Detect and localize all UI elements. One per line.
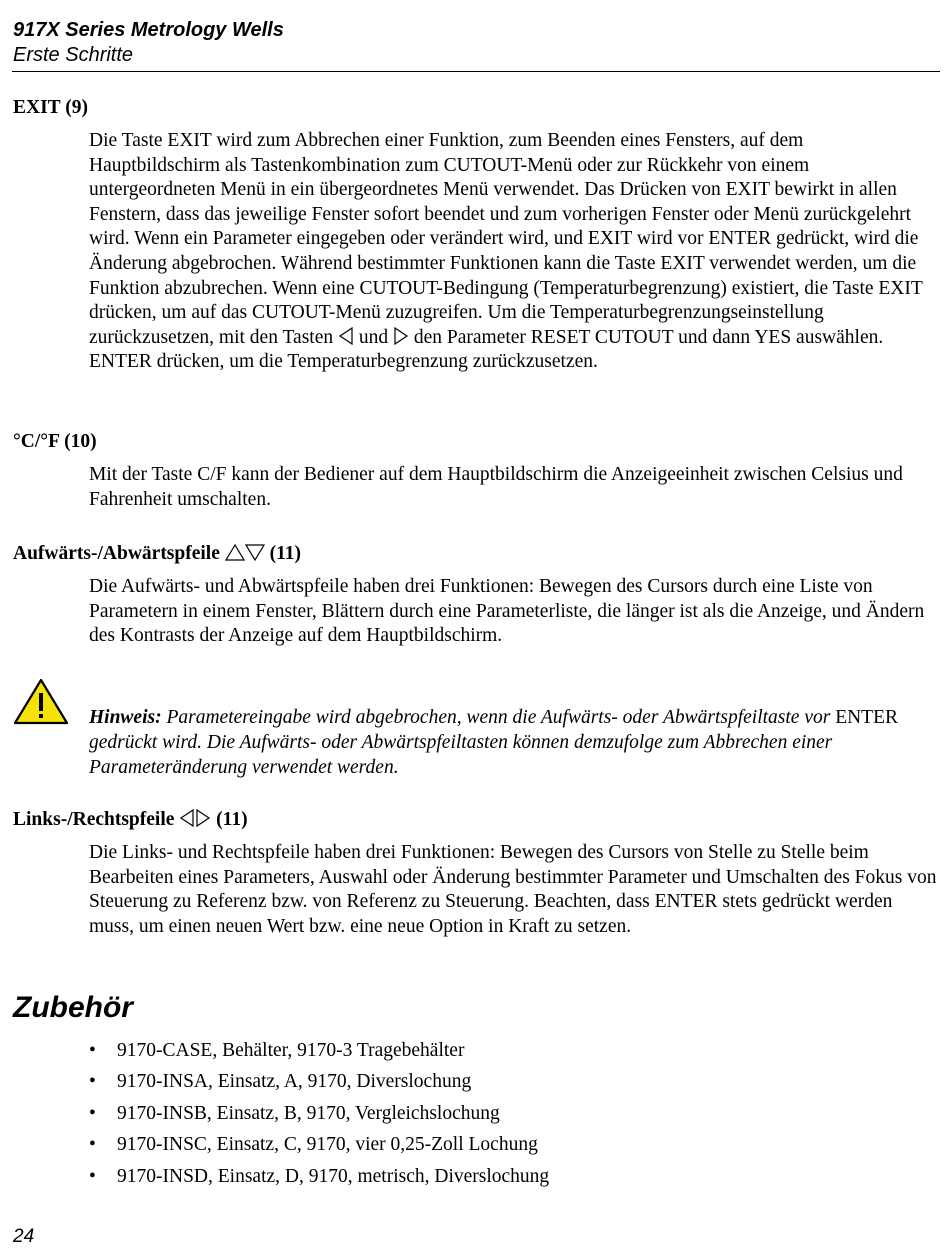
section-body-exit	[89, 129, 939, 375]
accessory-item	[89, 1066, 549, 1097]
section-body-cf: Mit der Taste C/F kann der Bediener auf dem Hauptbildschirm die Anzeigeeinheit zwischen Celsius und Fahrenheit umschalten.	[89, 464, 903, 510]
right-arrow-key-icon	[195, 809, 211, 827]
accessory-item	[89, 1098, 549, 1129]
bullet: •	[89, 1102, 96, 1124]
bullet: •	[89, 1165, 96, 1187]
accessory-list	[89, 1035, 549, 1192]
section-updown	[13, 542, 938, 649]
page-number: 24	[13, 1226, 35, 1247]
note-text-enter: ENTER	[835, 707, 899, 728]
right-arrow-key-icon	[393, 327, 409, 345]
accessory-item-text: 9170-INSD, Einsatz, D, 9170, metrisch, Diverslochung	[117, 1165, 550, 1187]
up-arrow-key-icon	[225, 544, 245, 561]
section-leftright	[13, 808, 938, 939]
running-header-title: 917X Series Metrology Wells	[13, 19, 284, 41]
note-block	[13, 678, 938, 780]
leftright-heading-label: Links-/Rechtspfeile	[13, 809, 175, 830]
bullet: •	[89, 1134, 96, 1156]
exit-body-part-1: Die Taste EXIT wird zum Abbrechen einer Funktion, zum Beenden eines Fensters, auf dem Hauptbildschirm als Tastenkombination zum CUTOUT-Menü oder zur Rückkehr von einem untergeordneten Menü in ein übergeordnetes Menü verwendet. Das Drücken von EXIT bewirkt in allen Fenstern, dass das jeweilige Fenster sofort beendet und zum vorherigen Fenster oder Menü zurückgelehrt wird. Wenn ein Parameter eingegeben oder verändert wird, und EXIT wird vor ENTER gedrückt, wird die Änderung abgebrochen. Während bestimmter Funktionen kann die Taste EXIT verwendet werden, um die Funktion abzubrechen. Wenn eine CUTOUT-Bedingung (Temperaturbegrenzung) existiert, die Taste EXIT drücken, um auf das CUTOUT-Menü zuzugreifen. Um die Temperaturbegrenzungseinstellung zurückzusetzen, mit den Tasten	[89, 130, 923, 348]
zubehoer-title: Zubehör	[13, 991, 133, 1024]
section-body-leftright: Die Links- und Rechtspfeile haben drei Funktionen: Bewegen des Cursors von Stelle zu Stelle beim Bearbeiten eines Parameters, Auswahl oder Änderung bestimmter Parameter und Umschalten des Fokus von Steuerung zu Referenz bzw. von Referenz zu Steuerung. Beachten, dass ENTER stets gedrückt werden muss, um einen neuen Wert bzw. eine neue Option in Kraft zu setzen.	[89, 842, 937, 937]
section-heading-updown	[13, 542, 938, 566]
note-label: Hinweis:	[89, 707, 162, 728]
accessory-item-text: 9170-CASE, Behälter, 9170-3 Tragebehälter	[117, 1040, 465, 1061]
accessory-item-text: 9170-INSA, Einsatz, A, 9170, Diverslochung	[117, 1071, 472, 1093]
section-body-updown: Die Aufwärts- und Abwärtspfeile haben drei Funktionen: Bewegen des Cursors durch eine Liste von Parametern in einem Fenster, Blättern durch eine Parameterliste, die länger ist als die Anzeige, und Ändern des Kontrasts der Anzeige auf dem Hauptbildschirm.	[89, 576, 925, 647]
left-arrow-key-icon	[179, 809, 195, 827]
section-cf	[13, 430, 938, 512]
left-arrow-key-icon	[338, 327, 354, 345]
section-exit	[13, 96, 938, 375]
running-header-subtitle: Erste Schritte	[13, 44, 134, 66]
header-rule	[12, 71, 940, 72]
note-text-part-1: Parametereingabe wird abgebrochen, wenn die Aufwärts- oder Abwärtspfeiltaste vor	[166, 707, 831, 728]
bullet: •	[89, 1071, 96, 1093]
accessory-item-text: 9170-INSC, Einsatz, C, 9170, vier 0,25-Zoll Lochung	[117, 1134, 538, 1156]
accessory-item	[89, 1129, 549, 1160]
note-text-part-2: gedrückt wird. Die Aufwärts- oder Abwärtspfeiltasten können demzufolge zum Abbrechen einer Parameteränderung verwendet werden.	[89, 732, 833, 778]
updown-heading-label: Aufwärts-/Abwärtspfeile	[13, 543, 220, 564]
exit-body-part-2: den Parameter RESET CUTOUT und dann YES auswählen. ENTER drücken, um die Temperaturbegrenzung zurückzusetzen.	[89, 326, 884, 373]
bullet: •	[89, 1040, 96, 1061]
accessory-item-text: 9170-INSB, Einsatz, B, 9170, Vergleichslochung	[117, 1102, 500, 1124]
section-heading-leftright	[13, 808, 938, 832]
down-arrow-key-icon	[245, 544, 265, 561]
accessory-item	[89, 1161, 549, 1192]
exit-body-and: und	[358, 326, 389, 348]
leftright-heading-number: (11)	[216, 809, 248, 830]
note-text	[89, 678, 949, 780]
updown-heading-number: (11)	[269, 543, 302, 564]
accessory-item	[89, 1035, 549, 1066]
section-heading-exit: EXIT (9)	[13, 97, 88, 118]
warning-triangle-icon	[13, 678, 69, 726]
section-heading-cf: °C/°F (10)	[13, 431, 97, 452]
